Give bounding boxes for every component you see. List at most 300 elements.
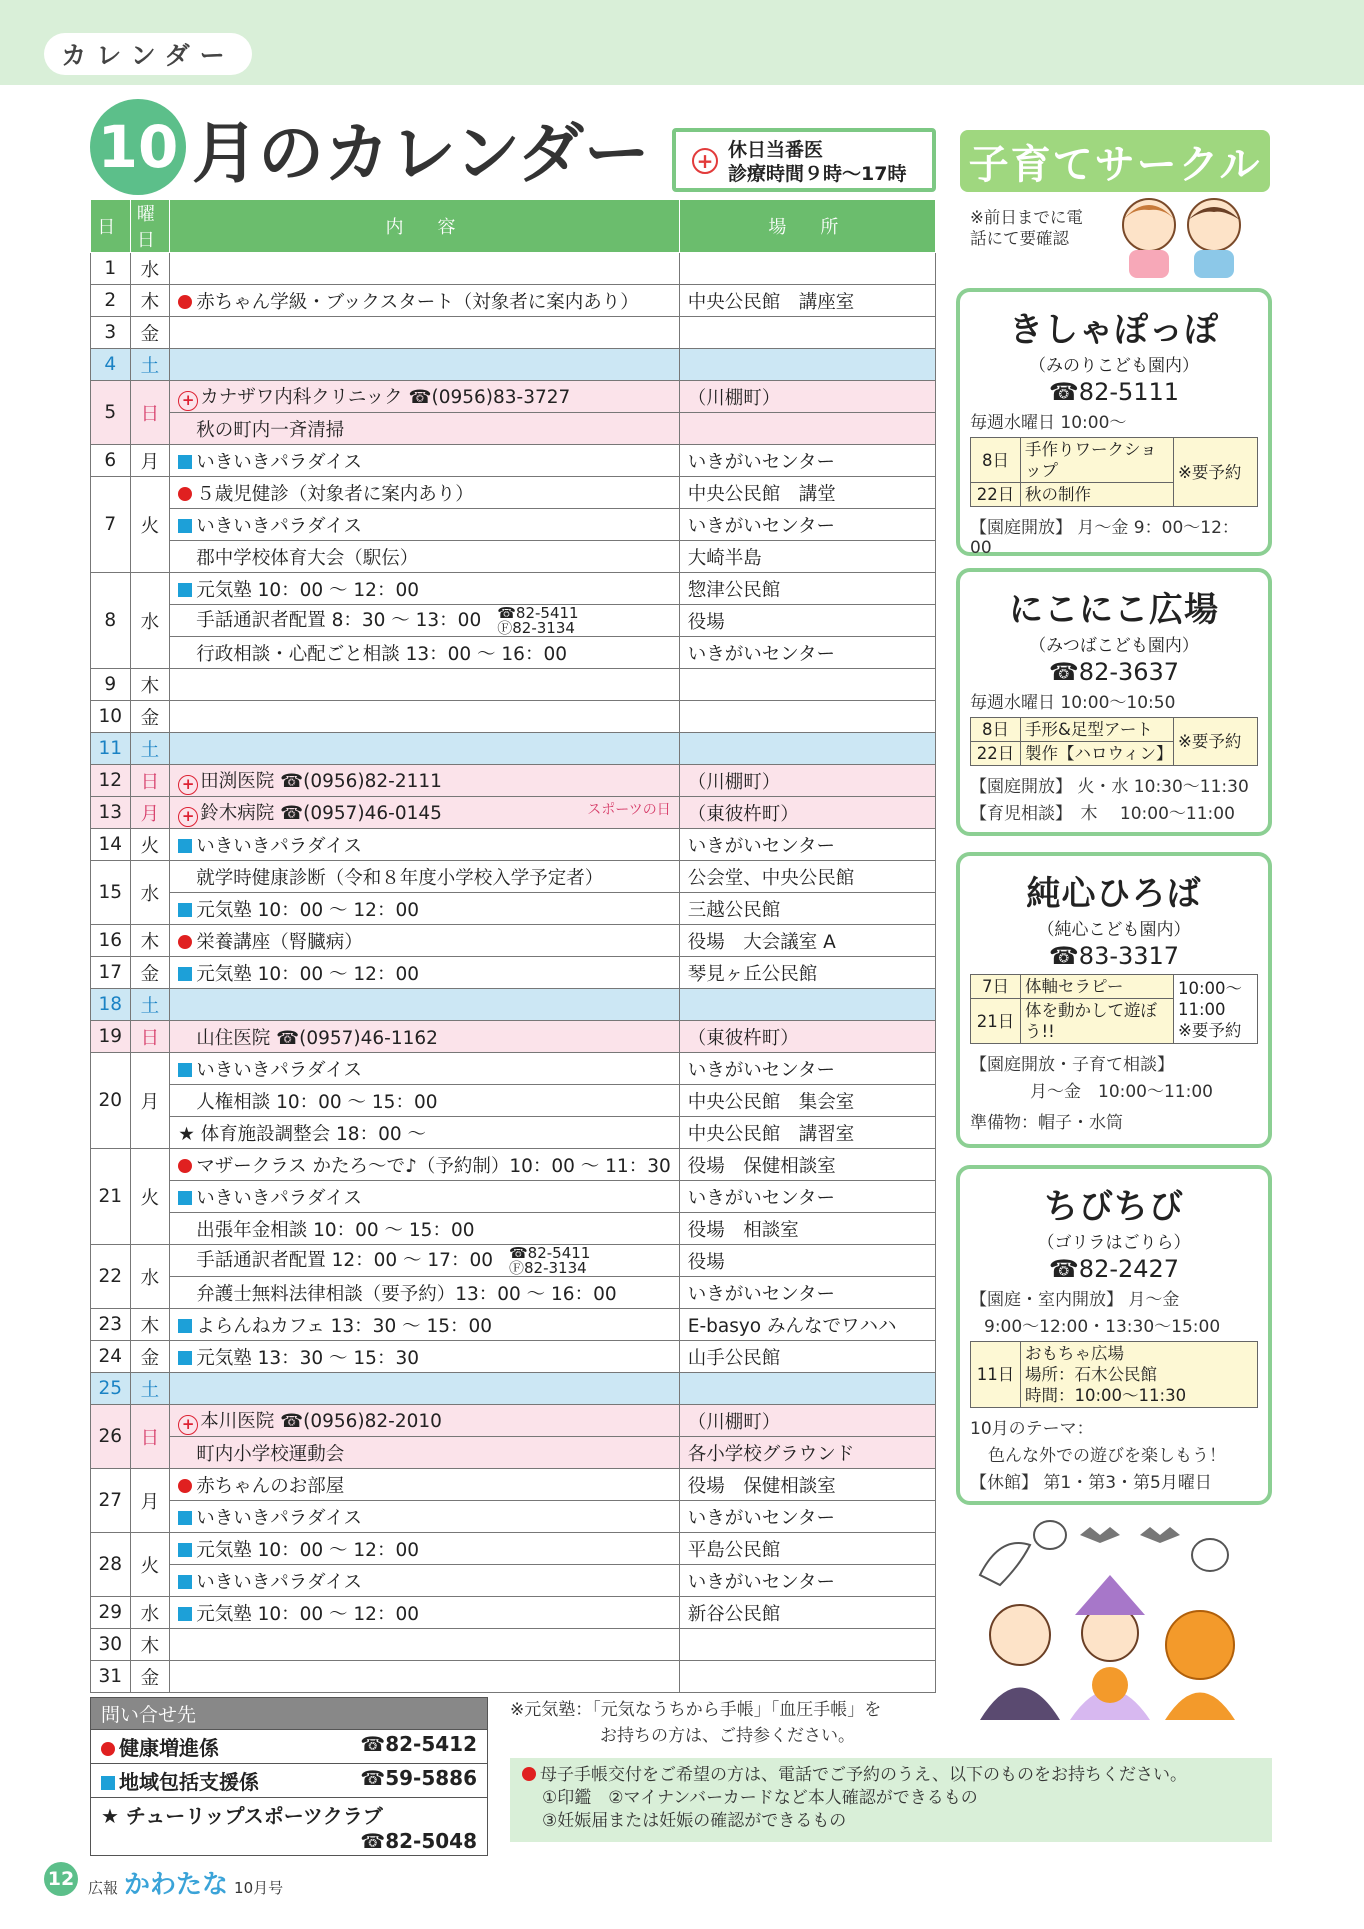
content-text: いきいきパラダイス [196,1571,362,1593]
table-row [91,1565,936,1597]
weekday-cell: 日 [130,765,170,797]
content-text: ★ 体育施設調整会 18：00 〜 [178,1123,426,1145]
content-cell [170,1245,680,1277]
content-text: 赤ちゃんのお部屋 [196,1475,345,1497]
content-text: 元気塾 10：00 〜 12：00 [196,963,419,985]
boshi-line1: 母子手帳交付をご希望の方は、電話でご予約のうえ、以下のものをお持ちください。 [522,1764,1260,1787]
page-number: 12 [44,1862,78,1896]
place-cell: （川棚町） [679,381,935,413]
table-row [91,797,936,829]
content-cell [170,893,680,925]
weekday-cell: 木 [130,925,170,957]
place-cell: 役場 [679,1245,935,1277]
content-cell [170,1277,680,1309]
place-cell [679,1629,935,1661]
place-cell: 中央公民館 講座室 [679,285,935,317]
circle-junshin-card [956,852,1272,1148]
niko-sub: （みつばこども園内） [1029,636,1199,656]
weekday-cell: 水 [130,1245,170,1309]
junshin-tel: ☎83-3317 [1048,942,1180,970]
day-cell: 20 [91,1053,131,1149]
kisha-sub: （みのりこども園内） [1029,356,1199,376]
red-dot-icon [178,487,192,501]
place-cell: E-basyo みんなでワハハ [679,1309,935,1341]
place-cell: 新谷公民館 [679,1597,935,1629]
content-cell [170,253,680,285]
weekday-cell: 水 [130,573,170,669]
day-cell: 27 [91,1469,131,1533]
chibi-open2: 9:00〜12:00・13:30〜15:00 [984,1317,1221,1337]
blue-square-icon [178,519,192,533]
place-cell: 平島公民館 [679,1533,935,1565]
day-cell: 30 [91,1629,131,1661]
day-cell: 7 [91,477,131,573]
content-cell [170,381,680,413]
circle-niko-card [956,568,1272,836]
contact-tel[interactable]: ☎82-5412 [360,1732,477,1756]
day-cell: 4 [91,349,131,381]
footer-brand: かわたな [124,1870,229,1900]
place-cell: 琴見ヶ丘公民館 [679,957,935,989]
content-cell [170,1597,680,1629]
halloween-illustration [960,1515,1260,1720]
content-cell [170,829,680,861]
table-row [91,1181,936,1213]
blue-square-icon [178,1191,192,1205]
holiday-doctor-box [672,128,936,192]
content-text: 出張年金相談 10：00 〜 15：00 [196,1219,475,1241]
table-row [91,1501,936,1533]
table-row [91,989,936,1021]
place-cell [679,317,935,349]
place-cell: （東彼杵町） [679,1021,935,1053]
genki-note [510,1697,881,1749]
day-cell: 13 [91,797,131,829]
place-cell [679,413,935,445]
place-cell: 大崎半島 [679,541,935,573]
blue-square-icon [178,903,192,917]
table-row [91,317,936,349]
place-cell: （川棚町） [679,765,935,797]
content-text: いきいきパラダイス [196,451,362,473]
place-cell [679,669,935,701]
table-row [91,765,936,797]
chibi-theme1: 10月のテーマ： [970,1419,1094,1439]
table-row [91,1533,936,1565]
boshi-note [510,1758,1272,1842]
day-cell: 8 [91,573,131,669]
place-cell: 中央公民館 講習室 [679,1117,935,1149]
day-cell: 2 [91,285,131,317]
place-cell [679,701,935,733]
table-row [91,1469,936,1501]
blue-square-icon [178,1543,192,1557]
place-cell: 惣津公民館 [679,573,935,605]
place-cell: 三越公民館 [679,893,935,925]
red-dot-icon [178,935,192,949]
kisha-r1-date: 8日 [971,438,1021,483]
junshin-open2: 月〜金 10:00〜11:00 [1030,1082,1213,1102]
content-text: いきいきパラダイス [196,1507,362,1529]
content-cell [170,925,680,957]
weekday-cell: 木 [130,669,170,701]
niko-r2-event: 製作【ハロウィン】 [1021,742,1174,766]
content-cell [170,1117,680,1149]
content-text: 赤ちゃん学級・ブックスタート（対象者に案内あり） [196,291,639,313]
weekday-cell: 日 [130,1405,170,1469]
place-cell [679,253,935,285]
day-cell: 12 [91,765,131,797]
blue-square-icon [178,1063,192,1077]
content-cell [170,1437,680,1469]
content-cell [170,1149,680,1181]
table-row [91,1245,936,1277]
weekday-cell: 月 [130,797,170,829]
content-cell [170,509,680,541]
kisha-r1-event: 手作りワークショップ [1021,438,1174,483]
content-text: 行政相談・心配ごと相談 13：00 〜 16：00 [196,643,567,665]
table-row [91,1021,936,1053]
circle-note: ※前日までに電話にて要確認 [970,208,1083,248]
red-dot-icon [522,1767,536,1781]
content-cell [170,349,680,381]
content-cell [170,1469,680,1501]
contact-row [91,1763,487,1797]
calendar-table [90,199,936,1693]
junshin-time-text: 10:00〜11:00 [1178,978,1243,1019]
table-row [91,637,936,669]
weekday-cell: 火 [130,1533,170,1597]
content-cell [170,1053,680,1085]
content-cell [170,765,680,797]
blue-square-icon [178,455,192,469]
place-cell: いきがいセンター [679,445,935,477]
place-cell: 中央公民館 集会室 [679,1085,935,1117]
day-cell: 31 [91,1661,131,1693]
content-cell [170,1213,680,1245]
content-text: 栄養講座（腎臓病） [196,931,363,953]
content-cell [170,1533,680,1565]
table-row [91,1213,936,1245]
col-content: 内 容 [170,200,680,253]
place-cell [679,1373,935,1405]
junshin-sub: （純心こども園内） [1037,920,1191,940]
content-text: ５歳児健診（対象者に案内あり） [196,483,474,505]
content-cell [170,1661,680,1693]
table-row [91,669,936,701]
table-row [91,605,936,637]
place-cell: 各小学校グラウンド [679,1437,935,1469]
table-row [91,925,936,957]
footer-issue: 10月号 [234,1879,284,1897]
content-cell [170,797,680,829]
table-row [91,1117,936,1149]
content-text: いきいきパラダイス [196,835,362,857]
table-row [91,1341,936,1373]
place-cell: 役場 保健相談室 [679,1149,935,1181]
holiday-label: スポーツの日 [587,801,671,818]
weekday-cell: 火 [130,829,170,861]
junshin-r2-date: 21日 [971,999,1021,1044]
table-row [91,701,936,733]
chibi-tel: ☎82-2427 [1048,1255,1180,1283]
medical-cross-icon: + [692,148,718,174]
content-text: 元気塾 10：00 〜 12：00 [196,1603,419,1625]
content-cell [170,1629,680,1661]
chibi-open1: 【園庭・室内開放】 月〜金 [970,1290,1180,1310]
table-row [91,541,936,573]
blue-square-icon [101,1776,115,1790]
table-row [91,1085,936,1117]
contact-numbers: ☎82-5411 Ⓕ82-3134 [497,603,579,637]
circle-kisha-card [956,288,1272,556]
content-text: 元気塾 10：00 〜 12：00 [196,899,419,921]
place-cell [679,989,935,1021]
table-row [91,349,936,381]
table-row [91,253,936,285]
medical-cross-icon: + [178,775,198,795]
content-text: 田渕医院 ☎(0956)82-2111 [200,770,442,792]
content-cell [170,637,680,669]
weekday-cell: 金 [130,317,170,349]
kisha-name: きしゃぽっぽ [1009,310,1219,350]
table-row [91,1661,936,1693]
content-cell [170,1373,680,1405]
table-row [91,1373,936,1405]
doctor-line2: 診療時間９時〜17時 [728,163,907,185]
place-cell: 役場 大会議室 A [679,925,935,957]
junshin-open1: 【園庭開放・子育て相談】 [970,1055,1174,1075]
table-row [91,381,936,413]
genki-line2: お持ちの方は、ご持参ください。 [600,1726,855,1746]
kisha-open: 【園庭開放】 月〜金 9：00〜12：00 [970,518,1239,558]
content-text: カナザワ内科クリニック ☎(0956)83-3727 [200,386,571,408]
chibi-date: 11日 [971,1342,1021,1408]
niko-tel: ☎82-3637 [1048,658,1180,686]
day-cell: 10 [91,701,131,733]
day-cell: 18 [91,989,131,1021]
weekday-cell: 木 [130,1309,170,1341]
junshin-r1-event: 体軸セラピー [1021,975,1174,999]
medical-cross-icon: + [178,1415,198,1435]
weekday-cell: 土 [130,1373,170,1405]
content-cell [170,317,680,349]
content-text: 手話通訳者配置 8：30 〜 13：00 [196,609,482,631]
content-cell [170,1341,680,1373]
content-text: いきいきパラダイス [196,1059,362,1081]
content-cell [170,445,680,477]
content-cell [170,1565,680,1597]
table-row [91,573,936,605]
weekday-cell: 土 [130,349,170,381]
title-number: 10 [90,99,186,195]
section-tab: カレンダー [44,33,252,75]
contact-name: 健康増進係 [101,1732,219,1761]
content-text: 郡中学校体育大会（駅伝） [196,547,419,569]
table-row [91,445,936,477]
place-cell: いきがいセンター [679,829,935,861]
day-cell: 1 [91,253,131,285]
content-text: 元気塾 10：00 〜 12：00 [196,579,419,601]
table-row [91,1309,936,1341]
red-dot-icon [178,1479,192,1493]
niko-r2-date: 22日 [971,742,1021,766]
contact-title: 問い合せ先 [91,1698,487,1729]
day-cell: 21 [91,1149,131,1245]
junshin-req: ※要予約 [1178,1020,1242,1040]
blue-square-icon [178,1319,192,1333]
doctor-line1: 休日当番医 [728,139,824,161]
chibi-events [970,1341,1258,1408]
kisha-req: ※要予約 [1174,438,1258,507]
place-cell: いきがいセンター [679,1181,935,1213]
day-cell: 24 [91,1341,131,1373]
content-cell [170,1309,680,1341]
table-row [91,1629,936,1661]
red-dot-icon [101,1742,115,1756]
table-row [91,1437,936,1469]
niko-r1-date: 8日 [971,718,1021,742]
content-text: 元気塾 13：30 〜 15：30 [196,1347,419,1369]
weekday-cell: 金 [130,1661,170,1693]
blue-square-icon [178,1575,192,1589]
col-day: 日 [91,200,131,253]
blue-square-icon [178,1351,192,1365]
junshin-events [970,974,1258,1044]
col-weekday: 曜日 [130,200,170,253]
content-text: 鈴木病院 ☎(0957)46-0145 [200,802,442,824]
contact-row [91,1729,487,1763]
content-cell [170,573,680,605]
content-cell [170,861,680,893]
kisha-r2-date: 22日 [971,483,1021,507]
col-place: 場 所 [679,200,935,253]
niko-every: 毎週水曜日 10:00〜10:50 [970,693,1176,713]
table-row [91,893,936,925]
place-cell: いきがいセンター [679,509,935,541]
medical-cross-icon: + [178,391,198,411]
day-cell: 26 [91,1405,131,1469]
content-text: 就学時健康診断（令和８年度小学校入学予定者） [196,867,604,889]
day-cell: 5 [91,381,131,445]
content-text: 町内小学校運動会 [196,1443,345,1465]
red-dot-icon [178,295,192,309]
medical-cross-icon: + [178,807,198,827]
table-row [91,477,936,509]
chibi-event [1021,1342,1258,1408]
place-cell: 役場 保健相談室 [679,1469,935,1501]
title-text: 月のカレンダー [192,114,650,192]
content-cell [170,1085,680,1117]
content-cell [170,957,680,989]
contact-tel[interactable]: ☎59-5886 [360,1766,477,1790]
content-text: 人権相談 10：00 〜 15：00 [196,1091,438,1113]
content-cell [170,605,680,637]
weekday-cell: 水 [130,253,170,285]
content-text: 元気塾 10：00 〜 12：00 [196,1539,419,1561]
weekday-cell: 日 [130,1021,170,1053]
content-cell [170,1405,680,1437]
table-row [91,957,936,989]
table-row [91,829,936,861]
weekday-cell: 月 [130,1053,170,1149]
chibi-event1: おもちゃ広場 [1025,1344,1124,1363]
content-cell [170,413,680,445]
place-cell: 役場 相談室 [679,1213,935,1245]
content-text: 山住医院 ☎(0957)46-1162 [196,1027,438,1049]
place-cell: 役場 [679,605,935,637]
boshi-line2: ①印鑑 ②マイナンバーカードなど本人確認ができるもの [542,1788,978,1808]
contact-numbers: ☎82-5411 Ⓕ82-3134 [509,1243,591,1277]
niko-open2: 【育児相談】 木 10:00〜11:00 [970,804,1235,824]
table-row [91,1149,936,1181]
chibi-name: ちびちび [1044,1187,1184,1227]
place-cell: 中央公民館 講堂 [679,477,935,509]
day-cell: 29 [91,1597,131,1629]
weekday-cell: 火 [130,477,170,573]
junshin-name: 純心ひろば [1026,874,1202,914]
junshin-r2-event: 体を動かして遊ぼう!! [1021,999,1174,1044]
genki-line1: ※元気塾：「元気なうちから手帳」「血圧手帳」を [510,1700,882,1720]
weekday-cell: 木 [130,285,170,317]
blue-square-icon [178,839,192,853]
place-cell: 山手公民館 [679,1341,935,1373]
content-text: マザークラス かたろ〜で♪（予約制）10：00 〜 11：30 [196,1155,671,1177]
contact-name: 地域包括支援係 [101,1766,259,1795]
table-row [91,1405,936,1437]
place-cell: 公会堂、中央公民館 [679,861,935,893]
day-cell: 14 [91,829,131,861]
kisha-events [970,437,1258,507]
table-row [91,413,936,445]
calendar-header-row [91,200,936,253]
day-cell: 16 [91,925,131,957]
weekday-cell: 火 [130,1149,170,1245]
chibi-event2: 場所：石木公民館 [1025,1365,1157,1384]
content-cell [170,669,680,701]
place-cell: いきがいセンター [679,1053,935,1085]
footer [88,1864,283,1901]
content-cell [170,1501,680,1533]
table-row [91,1597,936,1629]
place-cell: いきがいセンター [679,637,935,669]
day-cell: 17 [91,957,131,989]
chibi-event3: 時間：10:00〜11:30 [1025,1386,1187,1405]
content-cell [170,701,680,733]
blue-square-icon [178,967,192,981]
table-row [91,1277,936,1309]
day-cell: 3 [91,317,131,349]
table-row [91,733,936,765]
circle-title: 子育てサークル [960,130,1270,192]
place-cell: （川棚町） [679,1405,935,1437]
niko-open1: 【園庭開放】 火・水 10:30〜11:30 [970,777,1249,797]
day-cell: 28 [91,1533,131,1597]
junshin-bring: 準備物：帽子・水筒 [970,1113,1123,1133]
content-cell [170,477,680,509]
junshin-time [1174,975,1258,1044]
chibi-theme2: 色んな外での遊びを楽しもう！ [988,1446,1226,1466]
contact-name: ★ チューリップスポーツクラブ [101,1804,383,1828]
red-dot-icon [178,1159,192,1173]
content-text: よらんねカフェ 13：30 〜 15：00 [196,1315,493,1337]
weekday-cell: 月 [130,1469,170,1533]
content-text: いきいきパラダイス [196,515,362,537]
contact-tel[interactable]: ☎82-5048 [360,1829,477,1853]
content-cell [170,541,680,573]
contact-row [91,1797,487,1855]
blue-square-icon [178,1511,192,1525]
